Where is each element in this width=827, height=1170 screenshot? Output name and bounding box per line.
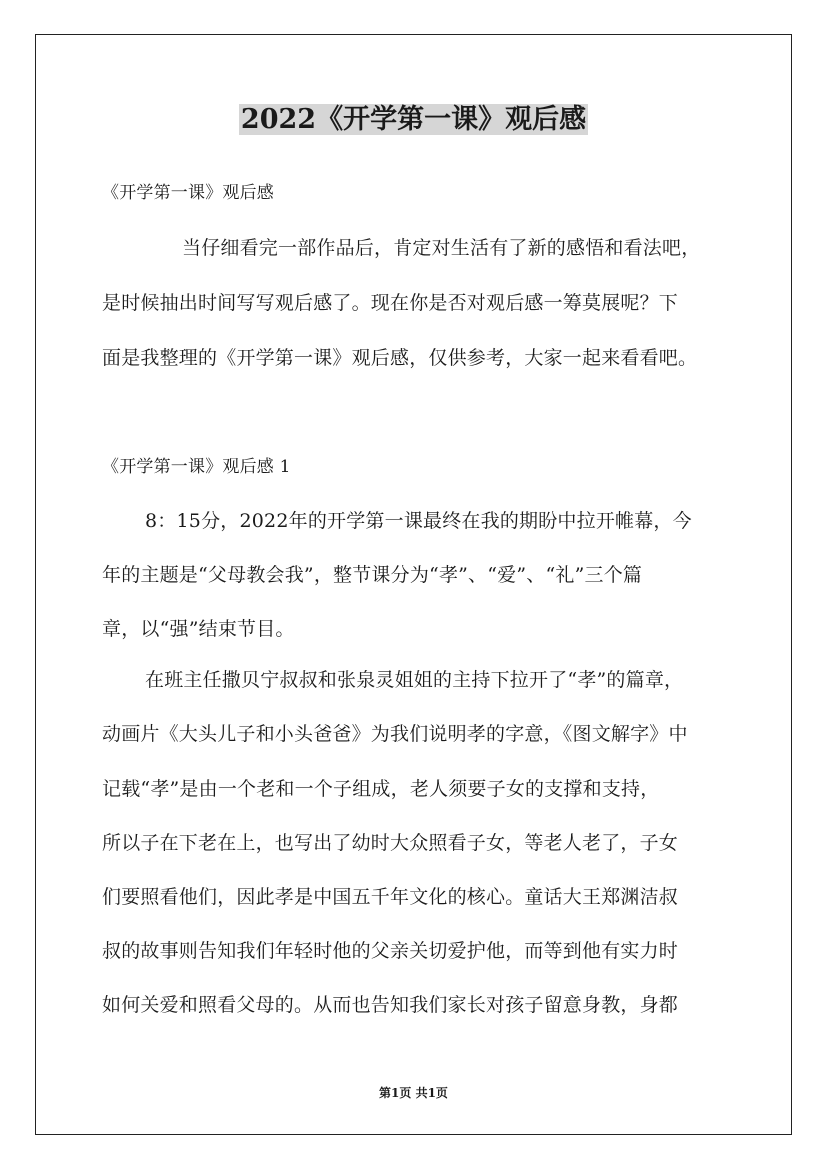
intro-line-3: 面是我整理的《开学第一课》观后感，仅供参考，大家一起来看看吧。 [102,347,698,369]
paragraph2-line-1: 在班主任撒贝宁叔叔和张泉灵姐姐的主持下拉开了“孝”的篇章， [145,669,684,691]
paragraph1-line-2: 年的主题是“父母教会我”，整节课分为“孝”、“爱”、“礼”三个篇 [102,564,643,586]
paragraph2-line-5: 们要照看他们，因此孝是中国五千年文化的核心。童话大王郑渊洁叔 [102,886,679,908]
subtitle: 《开学第一课》观后感 [102,183,274,203]
intro-line-2: 是时候抽出时间写写观后感了。现在你是否对观后感一筹莫展呢？下 [102,292,679,314]
paragraph1-line-1: 8：15分，2022年的开学第一课最终在我的期盼中拉开帷幕，今 [145,510,692,532]
intro-line-1: 当仔细看完一部作品后，肯定对生活有了新的感悟和看法吧， [182,237,701,259]
section-title: 《开学第一课》观后感 1 [102,457,291,477]
page-number-label: 第1页 共1页 [379,1086,448,1100]
paragraph1-line-3: 章，以“强”结束节目。 [102,618,295,640]
page-footer [0,1085,827,1101]
paragraph2-line-6: 叔的故事则告知我们年轻时他的父亲关切爱护他，而等到他有实力时 [102,940,679,962]
paragraph2-line-4: 所以子在下老在上，也写出了幼时大众照看子女，等老人老了，子女 [102,832,679,854]
paragraph2-line-3: 记载“孝”是由一个老和一个子组成，老人须要子女的支撑和支持， [102,778,660,800]
document-title-text: 2022《开学第一课》观后感 [240,104,587,135]
document-title [0,100,827,140]
paragraph2-line-2: 动画片《大头儿子和小头爸爸》为我们说明孝的字意，《图文解字》中 [102,723,688,745]
paragraph2-line-7: 如何关爱和照看父母的。从而也告知我们家长对孩子留意身教，身都 [102,994,679,1016]
